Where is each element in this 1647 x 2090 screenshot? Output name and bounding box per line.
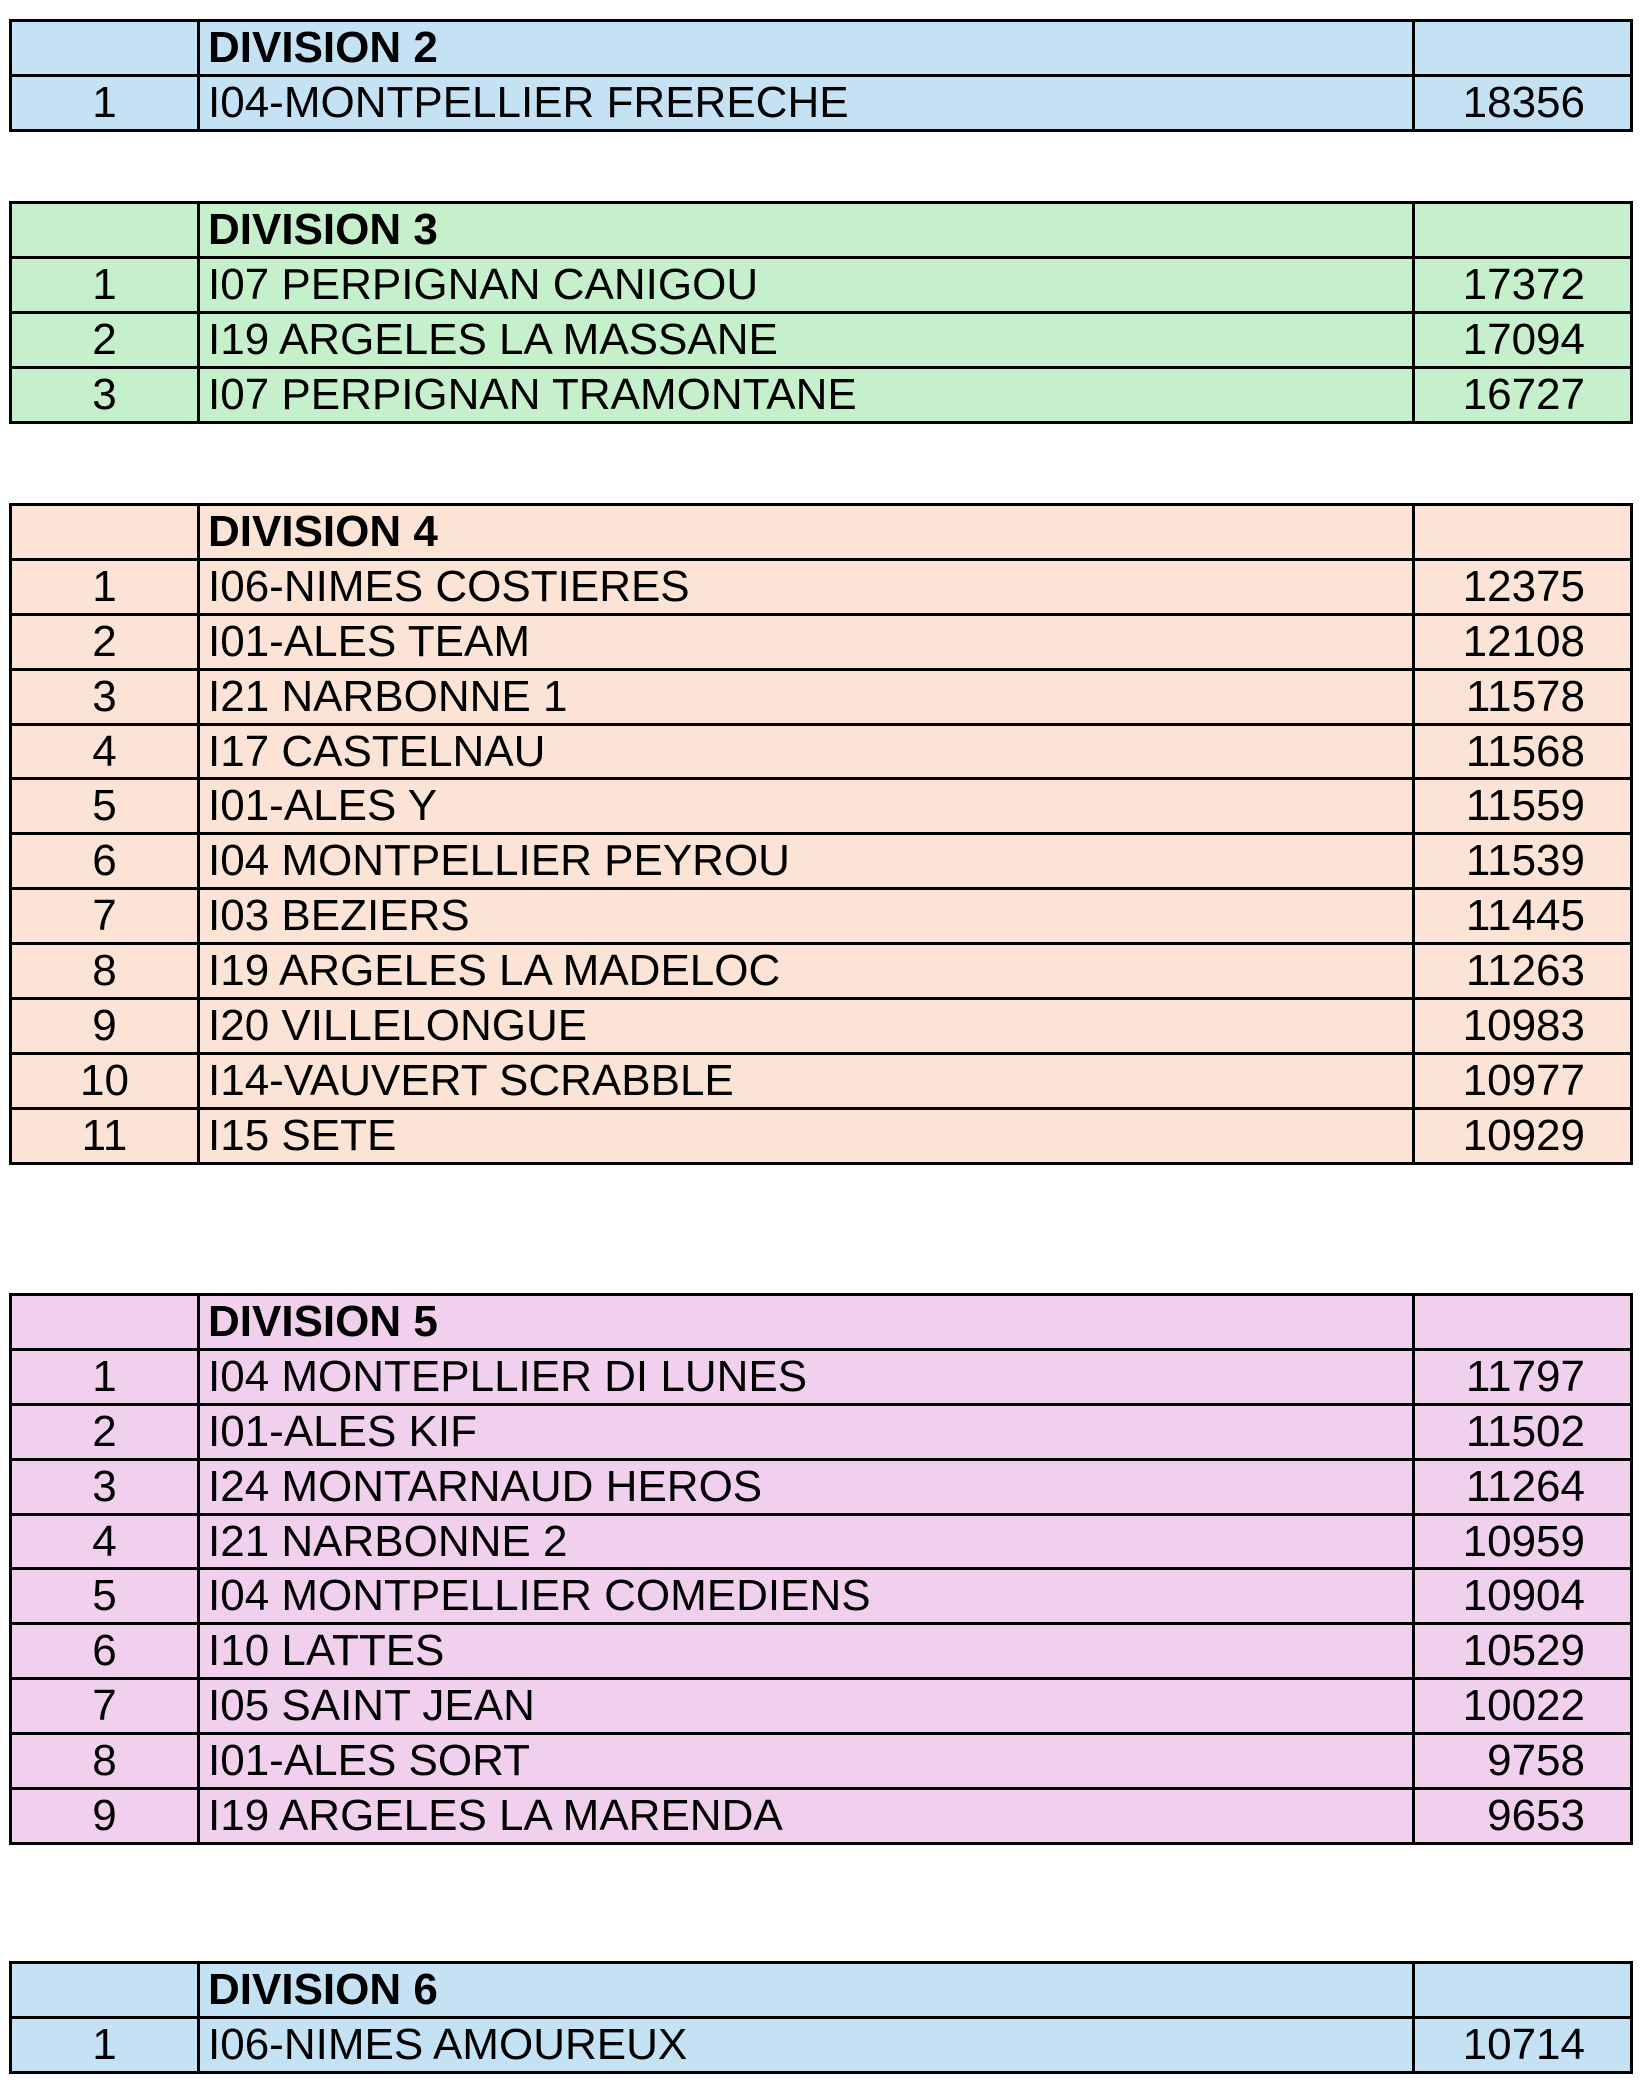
division-header-row — [11, 505, 1632, 560]
team-name-cell: I01-ALES KIF — [199, 1404, 1414, 1459]
score-cell: 9758 — [1414, 1734, 1632, 1789]
rank-cell: 7 — [11, 1679, 199, 1734]
division-table — [9, 19, 1633, 132]
rank-cell: 5 — [11, 1569, 199, 1624]
table-row — [11, 1679, 1632, 1734]
rank-cell: 6 — [11, 1624, 199, 1679]
team-name-cell: I01-ALES TEAM — [199, 614, 1414, 669]
rank-cell: 3 — [11, 367, 199, 422]
score-cell: 10929 — [1414, 1108, 1632, 1163]
team-name-cell: I19 ARGELES LA MADELOC — [199, 944, 1414, 999]
table-row — [11, 559, 1632, 614]
team-name-cell: I07 PERPIGNAN TRAMONTANE — [199, 367, 1414, 422]
rank-cell: 4 — [11, 1514, 199, 1569]
score-cell: 10983 — [1414, 999, 1632, 1054]
table-row — [11, 614, 1632, 669]
division-title: DIVISION 6 — [199, 1963, 1414, 2018]
team-name-cell: I21 NARBONNE 2 — [199, 1514, 1414, 1569]
header-score-cell — [1414, 505, 1632, 560]
division-header-row — [11, 1963, 1632, 2018]
score-cell: 16727 — [1414, 367, 1632, 422]
rank-cell: 2 — [11, 312, 199, 367]
score-cell: 11568 — [1414, 724, 1632, 779]
rank-cell: 3 — [11, 1459, 199, 1514]
team-name-cell: I04 MONTPELLIER COMEDIENS — [199, 1569, 1414, 1624]
rank-cell: 3 — [11, 669, 199, 724]
table-row — [11, 367, 1632, 422]
division-table — [9, 1961, 1633, 2074]
team-name-cell: I17 CASTELNAU — [199, 724, 1414, 779]
rank-cell: 2 — [11, 1404, 199, 1459]
table-row — [11, 75, 1632, 130]
table-row — [11, 257, 1632, 312]
table-row — [11, 779, 1632, 834]
team-name-cell: I10 LATTES — [199, 1624, 1414, 1679]
rank-cell: 1 — [11, 559, 199, 614]
table-row — [11, 999, 1632, 1054]
header-score-cell — [1414, 203, 1632, 258]
table-row — [11, 1569, 1632, 1624]
table-row — [11, 1108, 1632, 1163]
rank-cell: 1 — [11, 2017, 199, 2072]
table-row — [11, 724, 1632, 779]
rank-cell: 6 — [11, 834, 199, 889]
table-row — [11, 312, 1632, 367]
division-table — [9, 1293, 1633, 1845]
team-name-cell: I20 VILLELONGUE — [199, 999, 1414, 1054]
team-name-cell: I21 NARBONNE 1 — [199, 669, 1414, 724]
table-row — [11, 669, 1632, 724]
table-row — [11, 944, 1632, 999]
score-cell: 10714 — [1414, 2017, 1632, 2072]
division-title: DIVISION 4 — [199, 505, 1414, 560]
division-table — [9, 201, 1633, 424]
team-name-cell: I04 MONTEPLLIER DI LUNES — [199, 1349, 1414, 1404]
header-rank-cell — [11, 1295, 199, 1350]
score-cell: 11559 — [1414, 779, 1632, 834]
team-name-cell: I07 PERPIGNAN CANIGOU — [199, 257, 1414, 312]
score-cell: 12375 — [1414, 559, 1632, 614]
score-cell: 11264 — [1414, 1459, 1632, 1514]
header-rank-cell — [11, 21, 199, 76]
score-cell: 10977 — [1414, 1053, 1632, 1108]
score-cell: 10904 — [1414, 1569, 1632, 1624]
table-row — [11, 1459, 1632, 1514]
rank-cell: 4 — [11, 724, 199, 779]
rank-cell: 5 — [11, 779, 199, 834]
rank-cell: 1 — [11, 257, 199, 312]
header-score-cell — [1414, 21, 1632, 76]
division-header-row — [11, 21, 1632, 76]
team-name-cell: I06-NIMES AMOUREUX — [199, 2017, 1414, 2072]
score-cell: 10529 — [1414, 1624, 1632, 1679]
division-header-row — [11, 203, 1632, 258]
score-cell: 10022 — [1414, 1679, 1632, 1734]
division-title: DIVISION 5 — [199, 1295, 1414, 1350]
rank-cell: 10 — [11, 1053, 199, 1108]
score-cell: 10959 — [1414, 1514, 1632, 1569]
table-row — [11, 1404, 1632, 1459]
score-cell: 11263 — [1414, 944, 1632, 999]
team-name-cell: I05 SAINT JEAN — [199, 1679, 1414, 1734]
score-cell: 11445 — [1414, 889, 1632, 944]
rank-cell: 2 — [11, 614, 199, 669]
table-row — [11, 1349, 1632, 1404]
rank-cell: 1 — [11, 1349, 199, 1404]
header-rank-cell — [11, 203, 199, 258]
team-name-cell: I14-VAUVERT SCRABBLE — [199, 1053, 1414, 1108]
team-name-cell: I01-ALES Y — [199, 779, 1414, 834]
team-name-cell: I04-MONTPELLIER FRERECHE — [199, 75, 1414, 130]
score-cell: 11539 — [1414, 834, 1632, 889]
table-row — [11, 1624, 1632, 1679]
header-rank-cell — [11, 1963, 199, 2018]
score-cell: 9653 — [1414, 1789, 1632, 1844]
table-row — [11, 1514, 1632, 1569]
team-name-cell: I19 ARGELES LA MARENDA — [199, 1789, 1414, 1844]
team-name-cell: I04 MONTPELLIER PEYROU — [199, 834, 1414, 889]
score-cell: 18356 — [1414, 75, 1632, 130]
team-name-cell: I24 MONTARNAUD HEROS — [199, 1459, 1414, 1514]
table-row — [11, 1789, 1632, 1844]
team-name-cell: I03 BEZIERS — [199, 889, 1414, 944]
table-row — [11, 1734, 1632, 1789]
rank-cell: 9 — [11, 1789, 199, 1844]
score-cell: 11502 — [1414, 1404, 1632, 1459]
division-title: DIVISION 3 — [199, 203, 1414, 258]
division-title: DIVISION 2 — [199, 21, 1414, 76]
score-cell: 11578 — [1414, 669, 1632, 724]
table-row — [11, 2017, 1632, 2072]
rank-cell: 7 — [11, 889, 199, 944]
team-name-cell: I06-NIMES COSTIERES — [199, 559, 1414, 614]
header-score-cell — [1414, 1963, 1632, 2018]
score-cell: 17094 — [1414, 312, 1632, 367]
division-header-row — [11, 1295, 1632, 1350]
team-name-cell: I19 ARGELES LA MASSANE — [199, 312, 1414, 367]
header-rank-cell — [11, 505, 199, 560]
score-cell: 11797 — [1414, 1349, 1632, 1404]
rank-cell: 8 — [11, 944, 199, 999]
rank-cell: 9 — [11, 999, 199, 1054]
team-name-cell: I15 SETE — [199, 1108, 1414, 1163]
team-name-cell: I01-ALES SORT — [199, 1734, 1414, 1789]
table-row — [11, 1053, 1632, 1108]
table-row — [11, 834, 1632, 889]
score-cell: 17372 — [1414, 257, 1632, 312]
rank-cell: 1 — [11, 75, 199, 130]
header-score-cell — [1414, 1295, 1632, 1350]
table-row — [11, 889, 1632, 944]
rank-cell: 11 — [11, 1108, 199, 1163]
division-table — [9, 503, 1633, 1165]
rank-cell: 8 — [11, 1734, 199, 1789]
score-cell: 12108 — [1414, 614, 1632, 669]
